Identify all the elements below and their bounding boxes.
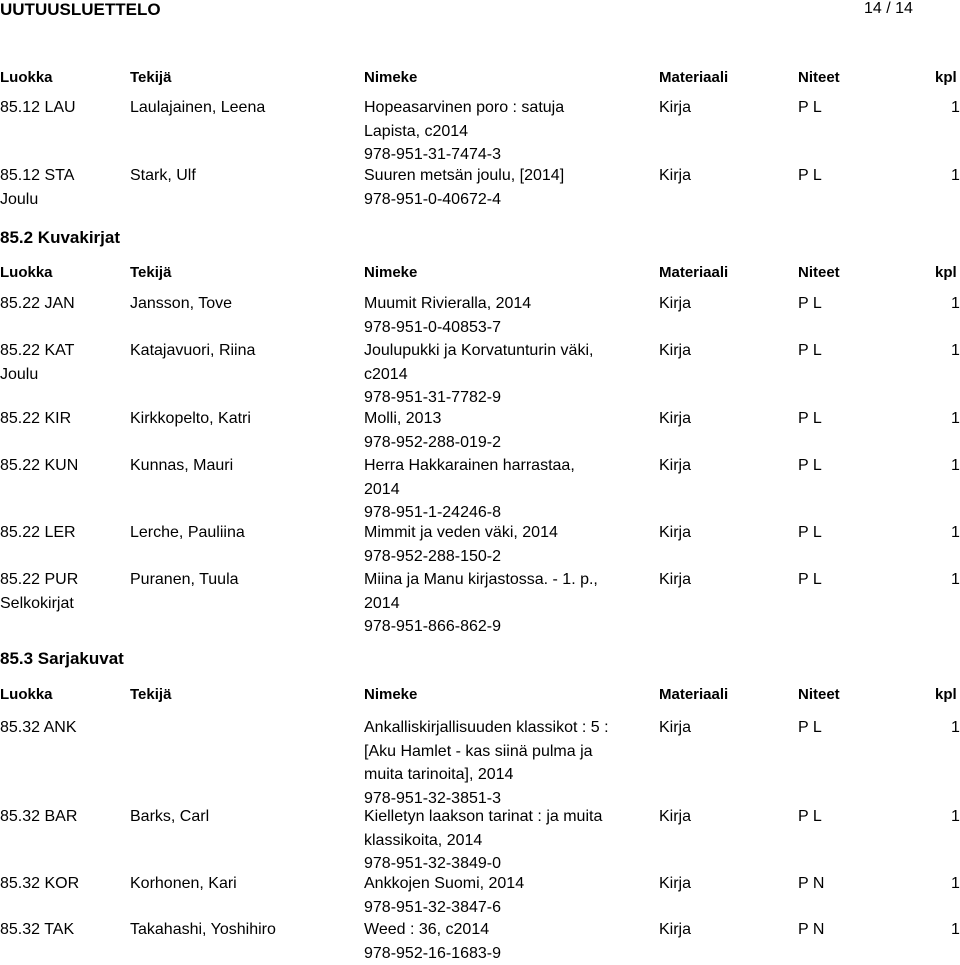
class-code	[0, 805, 77, 829]
class-code-line: Joulu	[0, 363, 74, 387]
class-code	[0, 164, 74, 211]
material-type: Kirja	[659, 568, 691, 592]
title-info	[364, 805, 602, 876]
author: Stark, Ulf	[130, 164, 196, 188]
title-info-line: 978-951-32-3847-6	[364, 896, 524, 920]
title-info-line: 2014	[364, 478, 575, 502]
title-info-line: Miina ja Manu kirjastossa. - 1. p.,	[364, 568, 598, 592]
quantity: 1	[951, 96, 960, 120]
material-type: Kirja	[659, 521, 691, 545]
col-header-luokka: Luokka	[0, 66, 53, 90]
col-header-tekija: Tekijä	[130, 683, 171, 707]
title-info-line: Lapista, c2014	[364, 120, 564, 144]
class-code-line: 85.22 KAT	[0, 339, 74, 363]
class-code-line: 85.32 TAK	[0, 918, 74, 942]
col-header-materiaali: Materiaali	[659, 683, 728, 707]
title-info-line: Ankalliskirjallisuuden klassikot : 5 :	[364, 716, 609, 740]
copies-code: P L	[798, 521, 822, 545]
title-info	[364, 716, 609, 810]
copies-code: P L	[798, 339, 822, 363]
class-code	[0, 872, 79, 896]
copies-code: P L	[798, 568, 822, 592]
material-type: Kirja	[659, 407, 691, 431]
class-code	[0, 918, 74, 942]
class-code-line: 85.12 STA	[0, 164, 74, 188]
material-type: Kirja	[659, 872, 691, 896]
title-info-line: 978-951-866-862-9	[364, 615, 598, 639]
title-info	[364, 96, 564, 167]
title-info-line: muita tarinoita], 2014	[364, 763, 609, 787]
col-header-luokka: Luokka	[0, 261, 53, 285]
title-info-line: 978-951-0-40672-4	[364, 188, 564, 212]
title-info-line: 978-951-31-7782-9	[364, 386, 593, 410]
title-info	[364, 872, 524, 919]
material-type: Kirja	[659, 292, 691, 316]
class-code-line: 85.22 JAN	[0, 292, 75, 316]
title-info-line: 978-951-32-3851-3	[364, 787, 609, 811]
material-type: Kirja	[659, 164, 691, 188]
col-header-kpl: kpl	[935, 66, 957, 90]
material-type: Kirja	[659, 339, 691, 363]
title-info-line: 978-952-288-019-2	[364, 431, 501, 455]
class-code	[0, 407, 71, 431]
col-header-nimeke: Nimeke	[364, 683, 417, 707]
class-code	[0, 716, 77, 740]
author: Puranen, Tuula	[130, 568, 239, 592]
title-info-line: klassikoita, 2014	[364, 829, 602, 853]
title-info	[364, 454, 575, 525]
class-code-line: 85.12 LAU	[0, 96, 76, 120]
quantity: 1	[951, 568, 960, 592]
copies-code: P L	[798, 407, 822, 431]
title-info-line: 978-951-31-7474-3	[364, 143, 564, 167]
class-code	[0, 339, 74, 386]
copies-code: P N	[798, 918, 824, 942]
quantity: 1	[951, 872, 960, 896]
title-info-line: Muumit Rivieralla, 2014	[364, 292, 531, 316]
material-type: Kirja	[659, 805, 691, 829]
author: Katajavuori, Riina	[130, 339, 255, 363]
quantity: 1	[951, 407, 960, 431]
quantity: 1	[951, 918, 960, 942]
author: Lerche, Pauliina	[130, 521, 245, 545]
author: Kirkkopelto, Katri	[130, 407, 251, 431]
class-code	[0, 454, 78, 478]
copies-code: P L	[798, 164, 822, 188]
col-header-nimeke: Nimeke	[364, 66, 417, 90]
copies-code: P L	[798, 292, 822, 316]
author: Barks, Carl	[130, 805, 209, 829]
quantity: 1	[951, 292, 960, 316]
col-header-tekija: Tekijä	[130, 261, 171, 285]
title-info-line: c2014	[364, 363, 593, 387]
title-info-line: 978-951-32-3849-0	[364, 852, 602, 876]
title-info	[364, 521, 558, 568]
class-code	[0, 521, 76, 545]
title-info-line: 2014	[364, 592, 598, 616]
col-header-nimeke: Nimeke	[364, 261, 417, 285]
title-info-line: 978-952-16-1683-9	[364, 942, 501, 965]
title-info-line: Ankkojen Suomi, 2014	[364, 872, 524, 896]
author: Takahashi, Yoshihiro	[130, 918, 276, 942]
copies-code: P L	[798, 96, 822, 120]
class-code-line: 85.22 KUN	[0, 454, 78, 478]
author: Korhonen, Kari	[130, 872, 237, 896]
col-header-materiaali: Materiaali	[659, 66, 728, 90]
col-header-kpl: kpl	[935, 261, 957, 285]
title-info	[364, 568, 598, 639]
class-code	[0, 96, 76, 120]
document-title: UUTUUSLUETTELO	[0, 0, 161, 20]
title-info	[364, 292, 531, 339]
quantity: 1	[951, 521, 960, 545]
class-code-line: 85.22 LER	[0, 521, 76, 545]
material-type: Kirja	[659, 716, 691, 740]
col-header-niteet: Niteet	[798, 683, 840, 707]
title-info-line: Hopeasarvinen poro : satuja	[364, 96, 564, 120]
title-info-line: Herra Hakkarainen harrastaa,	[364, 454, 575, 478]
material-type: Kirja	[659, 454, 691, 478]
author: Jansson, Tove	[130, 292, 232, 316]
class-code-line: 85.32 ANK	[0, 716, 77, 740]
title-info	[364, 339, 593, 410]
col-header-kpl: kpl	[935, 683, 957, 707]
col-header-materiaali: Materiaali	[659, 261, 728, 285]
title-info-line: [Aku Hamlet - kas siinä pulma ja	[364, 740, 609, 764]
title-info-line: Joulupukki ja Korvatunturin väki,	[364, 339, 593, 363]
copies-code: P L	[798, 454, 822, 478]
title-info	[364, 164, 564, 211]
material-type: Kirja	[659, 918, 691, 942]
quantity: 1	[951, 339, 960, 363]
class-code-line: 85.22 PUR	[0, 568, 78, 592]
copies-code: P N	[798, 872, 824, 896]
section-heading: 85.2 Kuvakirjat	[0, 226, 120, 250]
title-info-line: 978-951-1-24246-8	[364, 501, 575, 525]
copies-code: P L	[798, 716, 822, 740]
author: Laulajainen, Leena	[130, 96, 265, 120]
title-info-line: Molli, 2013	[364, 407, 501, 431]
section-heading: 85.3 Sarjakuvat	[0, 647, 124, 671]
col-header-niteet: Niteet	[798, 261, 840, 285]
title-info-line: 978-951-0-40853-7	[364, 316, 531, 340]
col-header-luokka: Luokka	[0, 683, 53, 707]
class-code-line: 85.32 KOR	[0, 872, 79, 896]
title-info-line: Weed : 36, c2014	[364, 918, 501, 942]
title-info-line: Suuren metsän joulu, [2014]	[364, 164, 564, 188]
quantity: 1	[951, 805, 960, 829]
quantity: 1	[951, 454, 960, 478]
material-type: Kirja	[659, 96, 691, 120]
class-code-line: 85.22 KIR	[0, 407, 71, 431]
class-code-line: Selkokirjat	[0, 592, 78, 616]
quantity: 1	[951, 716, 960, 740]
col-header-tekija: Tekijä	[130, 66, 171, 90]
quantity: 1	[951, 164, 960, 188]
title-info	[364, 918, 501, 965]
title-info-line: 978-952-288-150-2	[364, 545, 558, 569]
class-code	[0, 568, 78, 615]
title-info-line: Mimmit ja veden väki, 2014	[364, 521, 558, 545]
class-code-line: Joulu	[0, 188, 74, 212]
author: Kunnas, Mauri	[130, 454, 233, 478]
page-number: 14 / 14	[864, 0, 913, 18]
col-header-niteet: Niteet	[798, 66, 840, 90]
class-code-line: 85.32 BAR	[0, 805, 77, 829]
title-info-line: Kielletyn laakson tarinat : ja muita	[364, 805, 602, 829]
class-code	[0, 292, 75, 316]
copies-code: P L	[798, 805, 822, 829]
title-info	[364, 407, 501, 454]
